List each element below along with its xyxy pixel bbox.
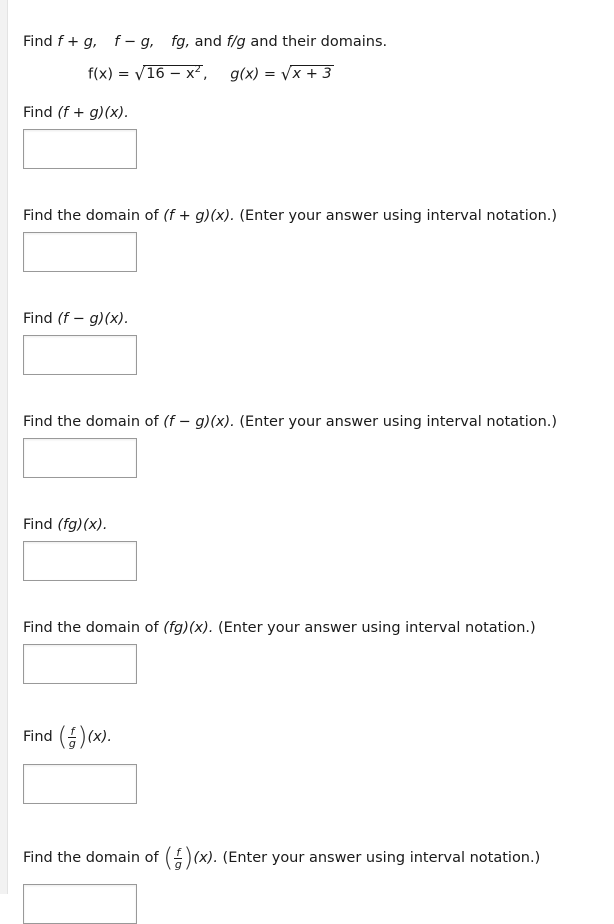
domain-prefix: Find the domain of [23,208,159,224]
answer-input-f-plus-g[interactable] [23,129,137,169]
question-expression: (f + g)(x). [163,208,235,224]
question-domain-f-minus-g [23,413,557,431]
intro-and: and [194,34,222,50]
open-paren: ( [57,722,68,752]
question-fg [23,516,107,534]
answer-input-domain-fg[interactable] [23,644,137,684]
interval-note: (Enter your answer using interval notation.) [222,850,541,866]
answer-input-domain-f-minus-g[interactable] [23,438,137,478]
close-paren: ) [77,722,88,752]
fraction-denominator: g [174,857,182,871]
question-expression: (f − g)(x). [163,414,235,430]
find-label: Find [23,729,53,745]
g-definition-lhs: g(x) = [230,66,277,83]
intro-fg: fg, [171,34,191,50]
intro-tail: and their domains. [250,34,388,50]
g-sqrt [281,65,334,84]
question-expression: (fg)(x). [57,517,108,533]
f-definition-lhs: f(x) = [88,66,130,83]
fraction-f-over-g [174,847,182,870]
domain-prefix: Find the domain of [23,620,159,636]
close-paren: ) [183,843,194,873]
question-expression: (f + g)(x). [57,105,129,121]
fraction-numerator: f [176,845,181,859]
answer-input-f-minus-g[interactable] [23,335,137,375]
interval-note: (Enter your answer using interval notation.) [239,414,558,430]
intro-f-over-g: f/g [226,34,246,50]
question-domain-fg [23,619,536,637]
question-expression: (f − g)(x). [57,311,129,327]
function-definitions [88,65,334,84]
g-radicand: x + 3 [290,65,334,82]
fraction-denominator: g [68,736,76,750]
question-domain-f-over-g [23,843,540,873]
question-f-over-g [23,722,112,752]
question-expression-tail: (x). [193,850,218,866]
fraction-f-over-g [68,726,76,749]
intro-f-minus-g: f − g, [114,34,155,50]
definitions-comma: , [203,66,208,83]
intro-f-plus-g: f + g, [57,34,98,50]
find-label: Find [23,517,53,533]
f-sqrt [134,65,203,84]
answer-input-domain-f-over-g[interactable] [23,884,137,924]
question-expression-tail: (x). [87,729,113,745]
interval-note: (Enter your answer using interval notation.) [217,620,536,636]
f-exponent: 2 [194,64,201,75]
domain-prefix: Find the domain of [23,414,159,430]
answer-input-domain-f-plus-g[interactable] [23,232,137,272]
open-paren: ( [163,843,174,873]
find-label: Find [23,311,53,327]
intro-lead: Find [23,34,53,50]
fraction-numerator: f [70,724,75,738]
answer-input-f-over-g[interactable] [23,764,137,804]
f-radicand: 16 − x [146,66,195,82]
sqrt-symbol-icon: √ [280,65,292,85]
answer-input-fg[interactable] [23,541,137,581]
find-label: Find [23,105,53,121]
question-f-minus-g [23,310,129,328]
question-expression: (fg)(x). [163,620,214,636]
sqrt-symbol-icon: √ [134,65,146,85]
question-domain-f-plus-g [23,207,557,225]
left-margin-bar [0,0,8,894]
problem-statement [23,33,387,51]
question-f-plus-g [23,104,129,122]
domain-prefix: Find the domain of [23,850,159,866]
interval-note: (Enter your answer using interval notation.) [239,208,558,224]
